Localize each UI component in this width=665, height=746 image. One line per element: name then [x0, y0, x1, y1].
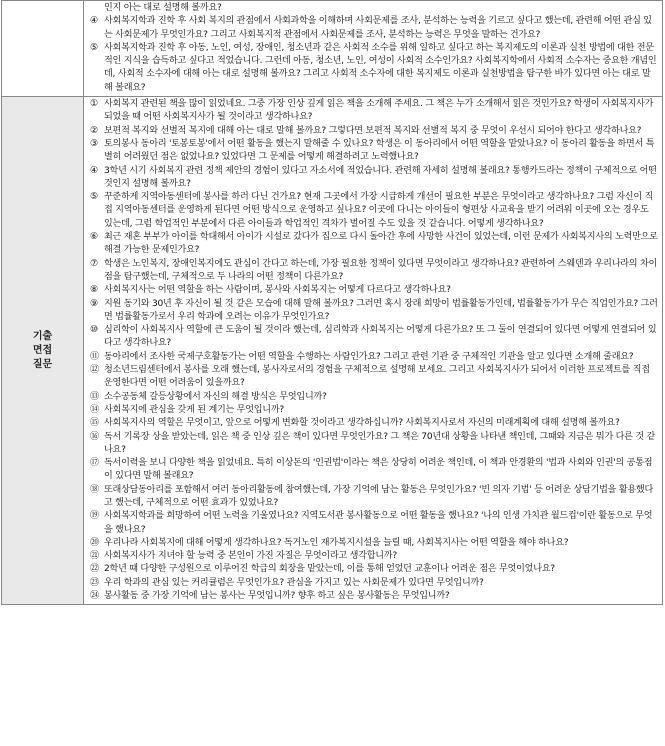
question-text: 독서이력을 보니 다양한 책을 읽었네요. 특히 이상돈의 '인권법'이라는 책은 상당히 어려운 책인데, 이 책과 안경환의 '법과 사회와 인권'의 공통점이 있다면 말해 볼래요?	[104, 458, 653, 482]
question-number: ㉓	[90, 577, 99, 588]
question-item	[90, 165, 658, 192]
question-item	[90, 284, 658, 297]
question-text: 봉사활동 중 가장 기억에 남는 봉사는 무엇입니까? 향후 하고 싶은 봉사활동은 무엇입니까?	[104, 591, 450, 602]
question-text: 지원 동기와 30년 후 자신이 될 것 같은 모습에 대해 말해 볼까요? 그러면 혹시 장래 희망이 법률활동가인데, 법률활동가가 무슨 직업인가요? 그러면 법률활동가로서 우리 학과에 오려는 이유가 무엇인가요?	[104, 298, 658, 322]
question-item	[90, 563, 658, 576]
question-text: 사회복지 관련된 책을 많이 읽었네요. 그중 가장 인상 깊게 읽은 책을 소개해 주세요. 그 책은 누가 소개해서 읽은 것인가요? 학생이 사회복지사가 되었을 때 어떤 사회복지사가 될 것이라고 생각하나요?	[104, 99, 654, 123]
question-number: ⑨	[90, 298, 98, 309]
question-item	[90, 577, 658, 590]
question-number: ⑪	[90, 351, 99, 362]
question-item	[90, 324, 658, 351]
question-item	[90, 431, 658, 458]
question-number: ④	[90, 16, 98, 27]
main-row	[2, 97, 663, 605]
question-text: 독서 기록장 상을 받았는데, 읽은 책 중 인상 깊은 책이 있다면 무엇인가요? 그 책은 70년대 상황을 나타낸 책인데, 그때와 지금은 뭐가 다른 것 같나요?	[104, 431, 656, 455]
question-item	[90, 298, 658, 325]
question-item	[90, 191, 658, 231]
question-number: ⑳	[90, 537, 99, 548]
question-text: 사회복지사는 어떤 역할을 하는 사람이며, 봉사와 사회복지는 어떻게 다르다고 생각하나요?	[104, 285, 451, 296]
question-text: 사회복지사의 역할은 무엇이고, 앞으로 어떻게 변화할 것이라고 생각하십니까? 사회복지사로서 자신의 미래계획에 대해 설명해 볼까요?	[104, 418, 620, 429]
question-number: ⑮	[90, 418, 99, 429]
question-text: 2학년 때 다양한 구성원으로 이루어진 학급의 회장을 맡았는데, 이를 통해 얻었던 교훈이나 어려운 점은 무엇이었나요?	[104, 564, 555, 575]
question-text: 소수공동체 갈등상황에서 자신의 해결 방식은 무엇입니까?	[104, 391, 327, 402]
question-number: ㉒	[90, 564, 99, 575]
question-number: ⑭	[90, 404, 99, 415]
question-text: 사회복지학과 진학 후 아동, 노인, 여성, 장애인, 청소년과 같은 사회적 소수를 위해 일하고 싶다고 하는 복지제도의 이론과 실천 방법에 대한 전문적인 지식을 습득하고 싶다고 적었습니다. 그런데 아동, 청소년, 노인, 여성이 사회적 소수인가요? 사회복지학에서 사회적 소수자는 중요한 개념인데, 사회적 소수자에 대해 아는 대로 설명해 볼까요? 그리고 사회적 소수자에 대한 복지제도 이론과 실천방법을 탐구한 바가 있다면 아는 대로 말해 볼래요?	[104, 42, 657, 93]
lead-line: 인지 아는 대로 설명해 볼까요?	[104, 3, 222, 13]
top-row	[2, 1, 663, 97]
question-item	[90, 510, 658, 537]
top-row-label	[2, 1, 84, 97]
question-text: 사회복지사가 지녀야 할 능력 중 본인이 가진 자질은 무엇이라고 생각합니까?	[104, 551, 397, 562]
question-text: 사회복지학과를 희망하여 어떤 노력을 기울였나요? 지역도서관 봉사활동으로 어떤 활동을 했나요? '나의 인생 가치관 월드컵'이란 활동으로 무엇을 했나요?	[104, 511, 653, 535]
question-item	[90, 364, 658, 391]
section-label-line: 기출	[32, 330, 53, 342]
question-number: ⑩	[90, 325, 98, 336]
question-item	[90, 351, 658, 364]
question-number: ⑱	[90, 484, 99, 495]
section-label-line: 질문	[32, 358, 53, 370]
question-text: 동아리에서 조사한 국제구호활동가는 어떤 역할을 수행하는 사람인가요? 그리고 관련 기관 중 구체적인 기관을 알고 있다면 소개해 줄래요?	[104, 351, 634, 362]
question-number: ㉔	[90, 591, 99, 602]
question-text: 사회복지학과 진학 후 사회 복지의 관점에서 사회과학을 이해하며 사회문제를 조사, 분석하는 능력을 기르고 싶다고 했는데, 관련해 어떤 관심 있는 사회문제가 무엇인가요? 그리고 사회복지적 관점에서 사회문제를 조사, 분석하는 능력은 무엇을 말하는 건가요?	[104, 16, 652, 40]
question-number: ⑰	[90, 458, 99, 469]
question-list	[84, 97, 663, 605]
top-row-content	[84, 1, 663, 97]
question-number: ⑤	[90, 192, 98, 203]
question-number: ②	[90, 125, 98, 136]
question-item	[90, 590, 658, 603]
question-item	[90, 404, 658, 417]
question-item	[90, 457, 658, 484]
question-item	[90, 258, 658, 285]
section-label	[2, 97, 84, 605]
question-item	[90, 98, 658, 125]
question-text: 우리 학과의 관심 있는 커리큘럼은 무엇인가요? 관심을 가지고 있는 사회문제가 있다면 무엇입니까?	[104, 577, 484, 588]
question-number: ㉑	[90, 551, 99, 562]
section-label-line: 면접	[32, 344, 53, 356]
question-item	[90, 42, 658, 95]
question-number: ③	[90, 138, 98, 149]
question-text: 학생은 노인복지, 장애인복지에도 관심이 간다고 하는데, 가장 필요한 정책이 있다면 무엇이라고 생각하나요? 관련하여 스웨덴과 우리나라의 차이점을 탐구했는데, 구체적으로 두 나라의 어떤 정책이 다른가요?	[104, 258, 658, 282]
question-number: ⑲	[90, 511, 99, 522]
question-number: ⑦	[90, 258, 98, 269]
question-text: 3학년 시기 사회복지 관련 정책 제안의 경험이 있다고 자소서에 적었습니다. 관련해 자세히 설명해 볼래요? 통행카드라는 정책이 구체적으로 어떤 것인지 설명해 볼까요?	[104, 165, 657, 189]
question-text: 우리나라 사회복지에 대해 어떻게 생각하나요? 독거노인 재가복지시설을 늘릴 때, 사회복지사는 어떤 역할을 해야 하나요?	[104, 537, 569, 548]
question-item	[90, 125, 658, 138]
question-number: ⑥	[90, 232, 98, 243]
question-text: 토의봉사 동아리 '토봉토봉'에서 어떤 활동을 했는지 말해줄 수 있나요? 학생은 이 동아리에서 어떤 역할을 맡았나요? 이 동아리 활동을 하면서 특별히 어려웠던 점은 없었나요? 있었다면 그 문제를 어떻게 해결하려고 노력했나요?	[104, 138, 655, 163]
question-text: 보편적 복지와 선별적 복지에 대해 아는 대로 말해 볼까요? 그렇다면 보편적 복지와 선별적 복지 중 무엇이 우선시 되어야 한다고 생각하나요?	[104, 125, 642, 136]
question-item	[90, 231, 658, 258]
question-item	[90, 417, 658, 430]
question-table	[1, 0, 663, 605]
question-number: ①	[90, 99, 98, 110]
question-item	[90, 15, 658, 42]
question-item	[90, 484, 658, 511]
question-item	[90, 550, 658, 563]
question-text: 심리학이 사회복지사 역할에 큰 도움이 될 것이라 했는데, 심리학과 사회복지는 어떻게 다른가요? 또 그 둘이 연결되어 있다면 어떻게 연결되어 있다고 생각하나요?	[104, 325, 657, 349]
question-text: 최근 재혼 부부가 아이를 학대해서 아이가 시설로 갔다가 집으로 다시 돌아간 후에 사망한 사건이 있었는데, 이런 문제가 사회복지사의 노력만으로 해결 가능한 문제인가요?	[104, 232, 658, 256]
question-text: 꾸준하게 지역아동센터에 봉사를 하러 다닌 건가요? 현재 그곳에서 가장 시급하게 개선이 필요한 부분은 무엇이라고 생각하나요? 그럼 자신이 직접 지역아동센터를 운영하게 된다면 어떤 방식으로 운영하고 싶나요? 이곳에 다니는 아이들이 형편상 사교육을 받기 어려워 이곳에 오는 경우도 있는데, 그럼 학업적인 부분에서 다른 아이들과 학업적인 격차가 벌어질 수도 있을 것 같습니다. 어떻게 생각하나요?	[104, 192, 654, 229]
question-text: 청소년드림센터에서 봉사를 오래 했는데, 봉사자로서의 경험을 구체적으로 설명해 보세요. 그리고 사회복지사가 되어서 이러한 프로젝트를 직접 운영한다면 어떤 어려움이 있을까요?	[104, 365, 650, 389]
question-number: ⑧	[90, 285, 98, 296]
question-number: ⑤	[90, 42, 98, 53]
question-text: 사회복지에 관심을 갖게 된 계기는 무엇입니까?	[104, 404, 284, 415]
question-item	[90, 138, 658, 165]
question-number: ⑫	[90, 365, 99, 376]
question-number: ⑯	[90, 431, 99, 442]
question-item	[90, 391, 658, 404]
question-number: ⑬	[90, 391, 99, 402]
question-number: ④	[90, 165, 98, 176]
question-text: 또래상담동아리를 포함해서 여러 동아리활동에 참여했는데, 가장 기억에 남는 활동은 무엇인가요? '빈 의자 기법' 등 어려운 상담기법을 활용했다고 했는데, 구체적으로 어떤 효과가 있었나요?	[104, 484, 653, 508]
question-item	[90, 537, 658, 550]
